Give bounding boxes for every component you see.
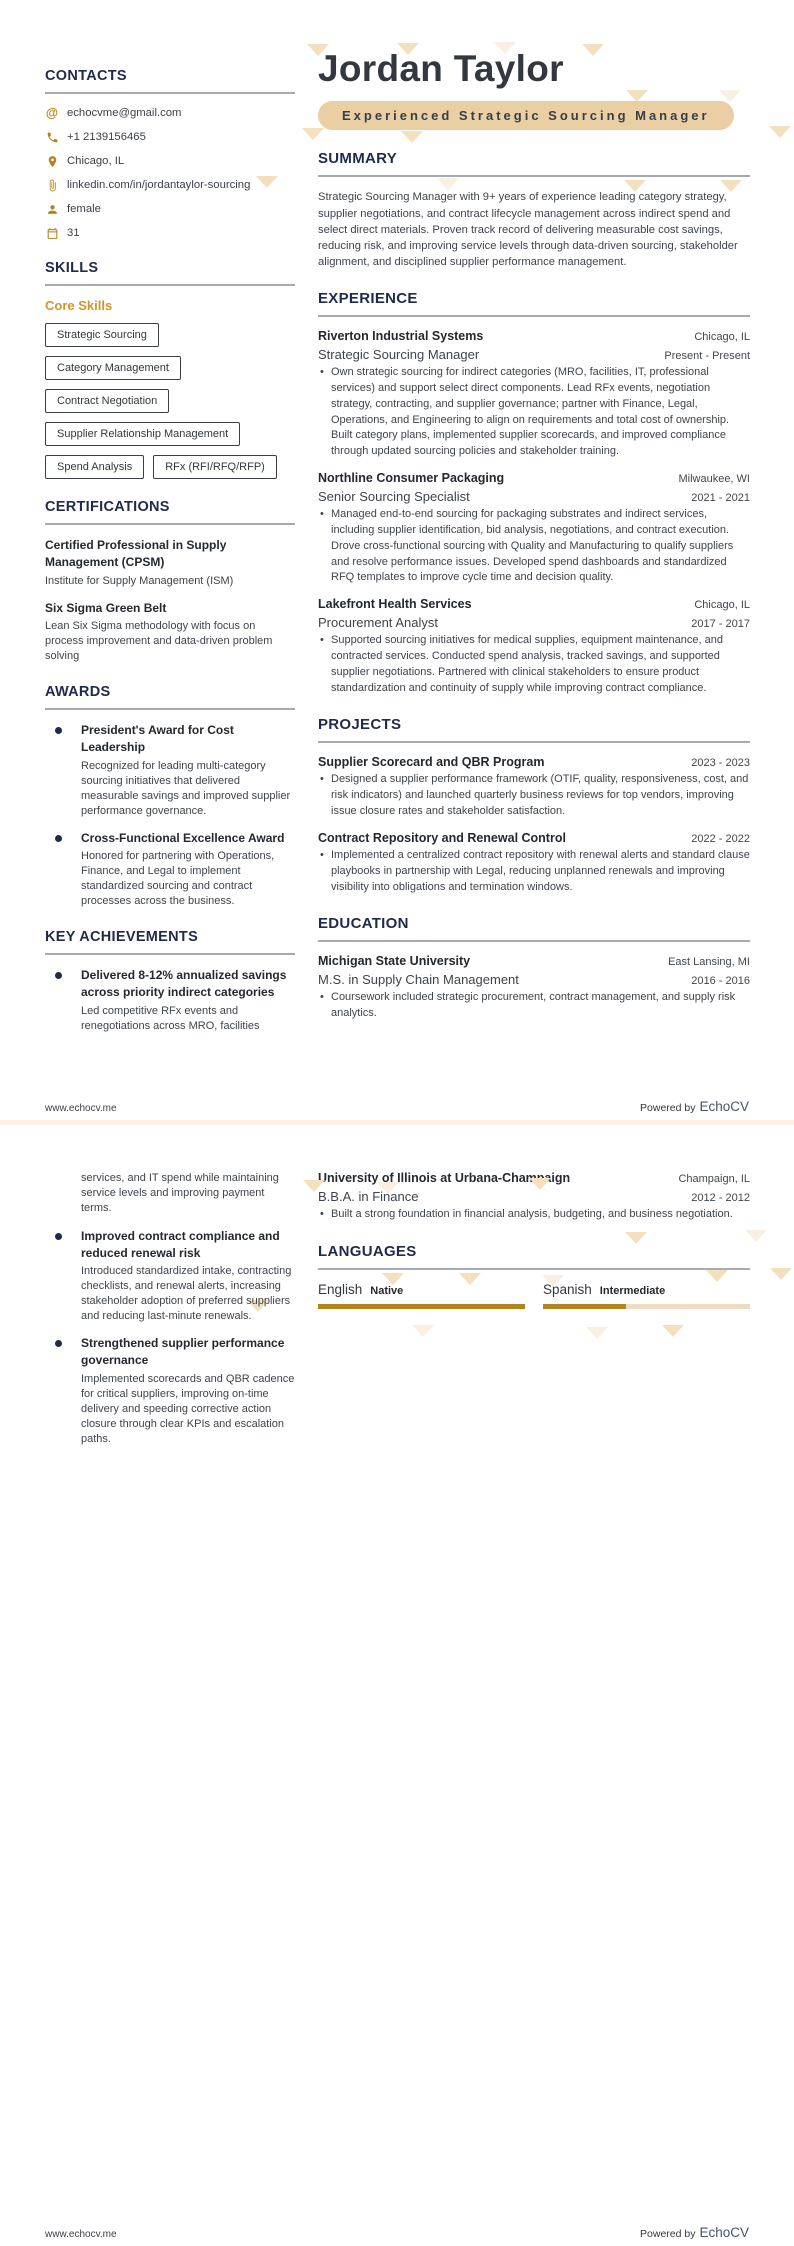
language-level: Native (370, 1284, 404, 1297)
page-footer (45, 2225, 749, 2240)
divider (45, 523, 295, 525)
page-2 (0, 1125, 794, 2246)
project-entry (318, 831, 750, 895)
job-bullet: • Managed end-to-end sourcing for packaging substrates and indirect services, including supplier identification, bid analysis, negotiations, and contract execution. Drove cross-functional sourcing with Quality and Manufacturing to qualify suppliers and resolve performance issues. Developed spend dashboards and standardized RFQ templates to improve cycle time and decision quality. (318, 507, 750, 586)
certification-item (45, 537, 295, 589)
certification-item (45, 600, 295, 665)
job-bullet: • Supported sourcing initiatives for medical supplies, equipment maintenance, and contracted services. Conducted spend analysis, tracked savings, and supported supplier negotiations. Partnered with clinical stakeholders to ensure product standardization and continuity of supply while improving contract compliance. (318, 633, 750, 696)
skill-chip-list (45, 323, 295, 479)
key-achievements-section (45, 929, 295, 1034)
left-sidebar-continued (45, 1125, 295, 1458)
contact-phone (45, 130, 295, 144)
achievement-item (45, 1228, 295, 1324)
contact-linkedin (45, 178, 295, 192)
degree: M.S. in Supply Chain Management (318, 972, 519, 988)
language-item (318, 1282, 525, 1309)
divider (45, 953, 295, 955)
job-dates: 2017 - 2017 (691, 618, 750, 631)
awards-heading: AWARDS (45, 684, 111, 701)
project-dates: 2022 - 2022 (691, 832, 750, 845)
achievement-item (45, 1335, 295, 1446)
job-dates: 2021 - 2021 (691, 492, 750, 505)
divider (318, 315, 750, 317)
skills-group-label: Core Skills (45, 298, 113, 313)
skill-chip: Spend Analysis (45, 455, 144, 479)
degree: B.B.A. in Finance (318, 1189, 419, 1204)
language-name: English (318, 1281, 363, 1297)
achievement-item (45, 967, 295, 1034)
education-dates: 2016 - 2016 (691, 975, 750, 988)
language-progress-track (318, 1304, 525, 1309)
contact-email-text[interactable]: echocvme@gmail.com (67, 107, 182, 119)
contact-email (45, 106, 295, 120)
school-location: Champaign, IL (678, 1173, 750, 1185)
language-list (318, 1282, 750, 1309)
left-sidebar (45, 0, 295, 1045)
job-dates: Present - Present (664, 350, 750, 363)
location-pin-icon (45, 154, 59, 168)
certification-title: Certified Professional in Supply Management (CPSM) (45, 538, 227, 569)
link-icon (45, 178, 59, 192)
divider (318, 1268, 750, 1270)
skills-section (45, 260, 295, 479)
contact-gender (45, 202, 295, 216)
brand-link[interactable]: EchoCV (699, 2225, 749, 2240)
footer-site-link[interactable]: www.echocv.me (45, 2229, 117, 2240)
languages-section (318, 1243, 750, 1309)
education-dates: 2012 - 2012 (691, 1192, 750, 1204)
project-title: Supplier Scorecard and QBR Program (318, 755, 545, 770)
experience-heading: EXPERIENCE (318, 290, 418, 308)
project-dates: 2023 - 2023 (691, 757, 750, 770)
achievement-title: Improved contract compliance and reduced renewal risk (81, 1228, 280, 1260)
job-bullet: • Own strategic sourcing for indirect categories (MRO, facilities, IT, professional services) and support select direct components. Lead RFx events, negotiation strategy, contracting, and supplier governance; partner with Finance, Legal, Operations, and Engineering to align on requirements and total cost of ownership. Built category plans, implemented supplier scorecards, and improved compliance through updated sourcing policies and stakeholder training. (318, 365, 750, 460)
company-location: Milwaukee, WI (678, 473, 750, 486)
language-progress-fill (543, 1304, 626, 1309)
skill-chip: Strategic Sourcing (45, 323, 159, 347)
achievement-desc: Introduced standardized intake, contracting checklists, and renewal alerts, increasing stakeholder adoption of preferred suppliers and reducing last-minute renewals. (81, 1265, 292, 1323)
company-name: Riverton Industrial Systems (318, 329, 484, 344)
education-bullet: • Built a strong foundation in financial analysis, budgeting, and business negotiation. (318, 1207, 750, 1223)
project-title: Contract Repository and Renewal Control (318, 830, 566, 845)
contact-location (45, 154, 295, 168)
person-icon (45, 202, 59, 216)
languages-heading: LANGUAGES (318, 1242, 417, 1260)
candidate-name: Jordan Taylor (318, 48, 564, 89)
award-desc: Honored for partnering with Operations, Finance, and Legal to implement standardized sourcing and contract processes across the business. (81, 850, 275, 908)
award-item (45, 830, 295, 910)
powered-by (640, 2225, 749, 2240)
skill-chip: Category Management (45, 356, 181, 380)
company-name: Northline Consumer Packaging (318, 471, 505, 486)
skill-chip: Supplier Relationship Management (45, 422, 240, 446)
certifications-heading: CERTIFICATIONS (45, 499, 170, 515)
contact-phone-text: +1 2139156465 (67, 131, 146, 143)
language-level: Intermediate (599, 1284, 666, 1297)
language-progress-track (543, 1304, 750, 1309)
skill-chip: Contract Negotiation (45, 389, 169, 413)
achievement-desc: Implemented scorecards and QBR cadence for critical suppliers, improving on-time delivery and speeding corrective action closure through clear KPIs and escalation paths. (81, 1372, 295, 1445)
contact-age (45, 226, 295, 240)
education-section (318, 915, 750, 1022)
certification-desc: Lean Six Sigma methodology with focus on process improvement and data-driven problem solving (45, 620, 273, 663)
experience-entry (318, 597, 750, 696)
award-desc: Recognized for leading multi-category sourcing initiatives that delivered measurable savings and improved supplier performance governance. (81, 759, 291, 817)
awards-section (45, 684, 295, 909)
page-footer (45, 1099, 749, 1114)
job-title: Procurement Analyst (318, 615, 438, 631)
summary-heading: SUMMARY (318, 150, 398, 168)
role-badge: Experienced Strategic Sourcing Manager (318, 101, 734, 130)
footer-site-link[interactable]: www.echocv.me (45, 1103, 117, 1114)
skill-chip: RFx (RFI/RFQ/RFP) (153, 455, 277, 479)
project-bullet: • Implemented a centralized contract repository with renewal alerts and standard clause playbooks in partnership with Legal, reducing unplanned renewals and improving visibility into obligations and termination windows. (318, 848, 750, 895)
summary-text: Strategic Sourcing Manager with 9+ years of experience leading category strategy, supplier negotiations, and contract lifecycle management across indirect spend and select direct materials. Proven track record of delivering measurable cost savings, reducing risk, and improving service levels through data-driven sourcing, stakeholder alignment, and disciplined supplier performance management. (318, 191, 738, 268)
contact-location-text: Chicago, IL (67, 155, 125, 167)
divider (45, 92, 295, 94)
education-bullet: • Coursework included strategic procurement, contract management, and supply risk analytics. (318, 990, 750, 1022)
summary-section (318, 150, 750, 270)
divider (45, 708, 295, 710)
education-heading: EDUCATION (318, 915, 409, 933)
company-location: Chicago, IL (694, 599, 750, 612)
project-entry (318, 755, 750, 819)
award-title: Cross-Functional Excellence Award (81, 830, 285, 845)
award-title: President's Award for Cost Leadership (81, 723, 234, 754)
contact-gender-text: female (67, 203, 101, 215)
divider (45, 284, 295, 286)
page-1 (0, 0, 794, 1120)
contact-linkedin-text[interactable]: linkedin.com/in/jordantaylor-sourcing (67, 179, 251, 191)
achievement-desc-continued: services, and IT spend while maintaining service levels and improving payment terms. (81, 1172, 279, 1214)
projects-section (318, 716, 750, 895)
calendar-icon (45, 226, 59, 240)
at-icon: @ (45, 106, 59, 120)
language-name: Spanish (543, 1281, 592, 1297)
powered-by-prefix: Powered by (640, 1102, 696, 1114)
certification-title: Six Sigma Green Belt (45, 600, 167, 615)
project-bullet: • Designed a supplier performance framework (OTIF, quality, responsiveness, cost, and risk indicators) and launched quarterly business reviews for top vendors, improving issue closure rates and stakeholder satisfaction. (318, 772, 750, 819)
achievement-title: Strengthened supplier performance governance (81, 1336, 285, 1368)
divider (318, 940, 750, 942)
certification-desc: Institute for Supply Management (ISM) (45, 574, 234, 587)
powered-by-prefix: Powered by (640, 2228, 696, 2240)
main-column-continued (318, 1125, 750, 1458)
divider (318, 741, 750, 743)
phone-icon (45, 130, 59, 144)
company-location: Chicago, IL (694, 331, 750, 344)
school-location: East Lansing, MI (668, 956, 750, 969)
skills-heading: SKILLS (45, 260, 99, 276)
experience-entry (318, 471, 750, 586)
contacts-section (45, 68, 295, 240)
main-column (318, 0, 750, 1045)
brand-link[interactable]: EchoCV (699, 1099, 749, 1114)
key-achievements-heading: KEY ACHIEVEMENTS (45, 929, 199, 946)
school-name: University of Illinois at Urbana-Champaign (318, 1171, 571, 1185)
projects-heading: PROJECTS (318, 716, 402, 734)
achievement-title: Delivered 8-12% annualized savings across priority indirect categories (81, 968, 287, 1000)
company-name: Lakefront Health Services (318, 597, 472, 612)
job-title: Strategic Sourcing Manager (318, 347, 480, 363)
education-entry (318, 954, 750, 1022)
experience-entry (318, 329, 750, 460)
language-progress-fill (318, 1304, 525, 1309)
education-entry (318, 1171, 750, 1223)
powered-by (640, 1099, 749, 1114)
experience-section (318, 290, 750, 696)
language-item (543, 1282, 750, 1309)
divider (318, 175, 750, 177)
school-name: Michigan State University (318, 954, 471, 969)
award-item (45, 722, 295, 818)
contact-age-text: 31 (67, 227, 80, 239)
contacts-heading: CONTACTS (45, 68, 127, 84)
certifications-section (45, 499, 295, 664)
contact-list (45, 106, 295, 240)
job-title: Senior Sourcing Specialist (318, 489, 470, 505)
achievement-desc: Led competitive RFx events and renegotiations across MRO, facilities (81, 1004, 260, 1032)
